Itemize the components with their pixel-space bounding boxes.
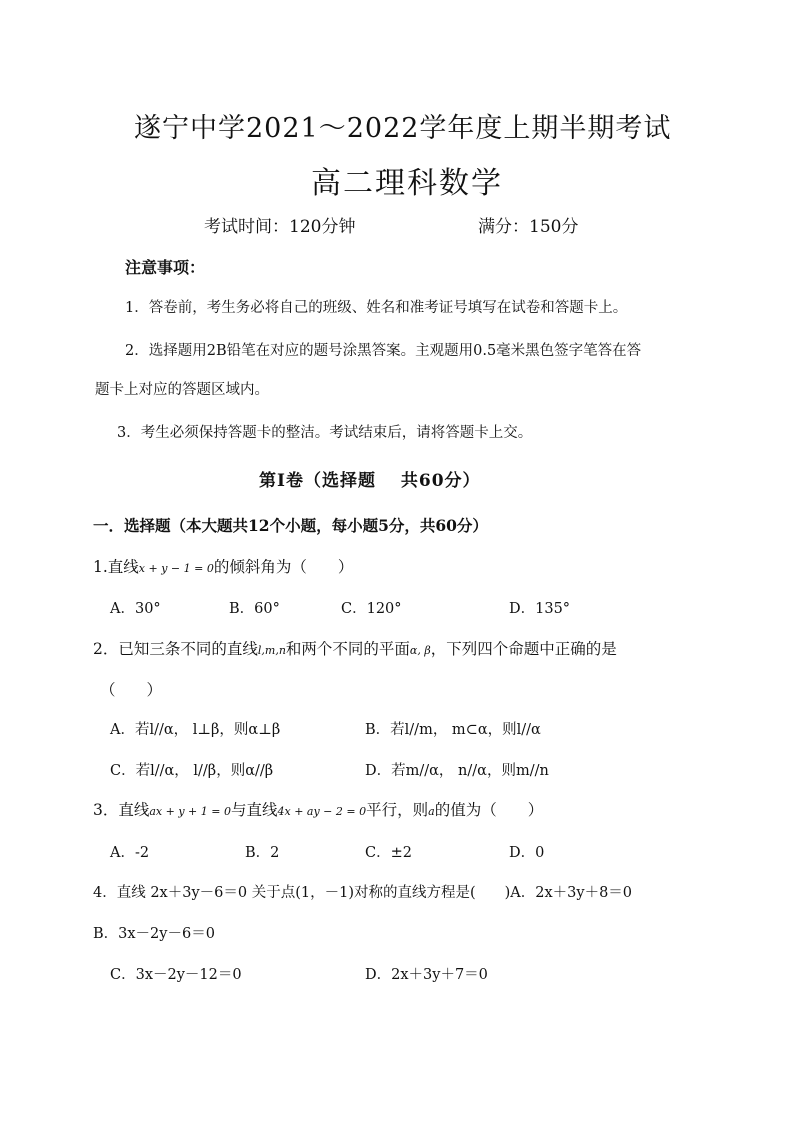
question-1-option-b: B．60° [229, 601, 280, 617]
question-1-prefix: 1.直线 [93, 558, 139, 576]
question-3-suffix-1: 平行，则 [366, 801, 429, 819]
section-title: 第Ⅰ卷（选择题 共60分） [259, 471, 481, 491]
question-1 [93, 555, 353, 577]
exam-subtitle: 高二理科数学 [311, 166, 503, 201]
question-3-equation-1: ax + y + 1 = 0 [149, 805, 231, 818]
notice-heading: 注意事项： [125, 258, 206, 277]
question-2 [93, 637, 617, 659]
question-3-equation-2: 4x + ay − 2 = 0 [277, 805, 367, 818]
question-4-option-c: C．3x－2y－12＝0 [110, 967, 242, 983]
question-1-option-a: A．30° [110, 601, 161, 617]
question-4-option-d: D．2x＋3y＋7＝0 [365, 967, 488, 983]
question-1-equation: x + y − 1 = 0 [138, 562, 214, 575]
question-3-option-b: B．2 [245, 845, 280, 861]
notice-item-1: 1．答卷前，考生务必将自己的班级、姓名和准考证号填写在试卷和答题卡上。 [125, 300, 628, 316]
question-2-lines: l,m,n [257, 644, 286, 657]
question-2-option-a: A．若l//α， l⊥β，则α⊥β [110, 722, 281, 738]
question-2-option-d: D．若m//α， n//α，则m//n [365, 763, 549, 779]
question-3-suffix-2: 的值为（ ） [434, 801, 544, 819]
question-2-suffix: ，下列四个命题中正确的是 [430, 640, 617, 658]
question-4-line-2: B．3x－2y－6＝0 [93, 926, 215, 942]
question-2-middle: 和两个不同的平面 [285, 640, 410, 658]
question-3-option-c: C．±2 [365, 845, 412, 861]
question-3-option-d: D．0 [509, 845, 545, 861]
notice-item-2-line-1: 2．选择题用2B铅笔在对应的题号涂黑答案。主观题用0.5毫米黑色签字笔答在答 [125, 343, 642, 359]
question-2-option-b: B．若l//m， m⊂α，则l//α [365, 722, 541, 738]
question-3-variable: a [428, 805, 435, 818]
question-3 [93, 798, 543, 820]
question-1-suffix: 的倾斜角为（ ） [213, 558, 354, 576]
question-2-planes: α, β [409, 644, 431, 657]
exam-title: 遂宁中学2021～2022学年度上期半期考试 [134, 113, 672, 144]
question-1-option-d: D．135° [509, 601, 571, 617]
notice-item-3: 3．考生必须保持答题卡的整洁。考试结束后，请将答题卡上交。 [117, 425, 533, 441]
exam-time: 考试时间：120分钟 [204, 217, 356, 237]
question-3-middle: 与直线 [230, 801, 278, 819]
question-1-option-c: C．120° [341, 601, 402, 617]
notice-item-2-line-2: 题卡上对应的答题区域内。 [95, 382, 269, 398]
question-2-bracket: （ ） [100, 681, 163, 699]
exam-score: 满分：150分 [478, 217, 579, 237]
question-3-prefix: 3．直线 [93, 801, 150, 819]
question-2-option-c: C．若l//α， l//β，则α//β [110, 763, 274, 779]
question-4-line-1: 4．直线 2x＋3y－6＝0 关于点(1，－1)对称的直线方程是( )A．2x＋3y＋8＝0 [93, 885, 633, 901]
question-2-prefix: 2．已知三条不同的直线 [93, 640, 258, 658]
part-heading: 一．选择题（本大题共12个小题，每小题5分，共60分） [93, 516, 488, 535]
question-3-option-a: A．-2 [110, 845, 150, 861]
